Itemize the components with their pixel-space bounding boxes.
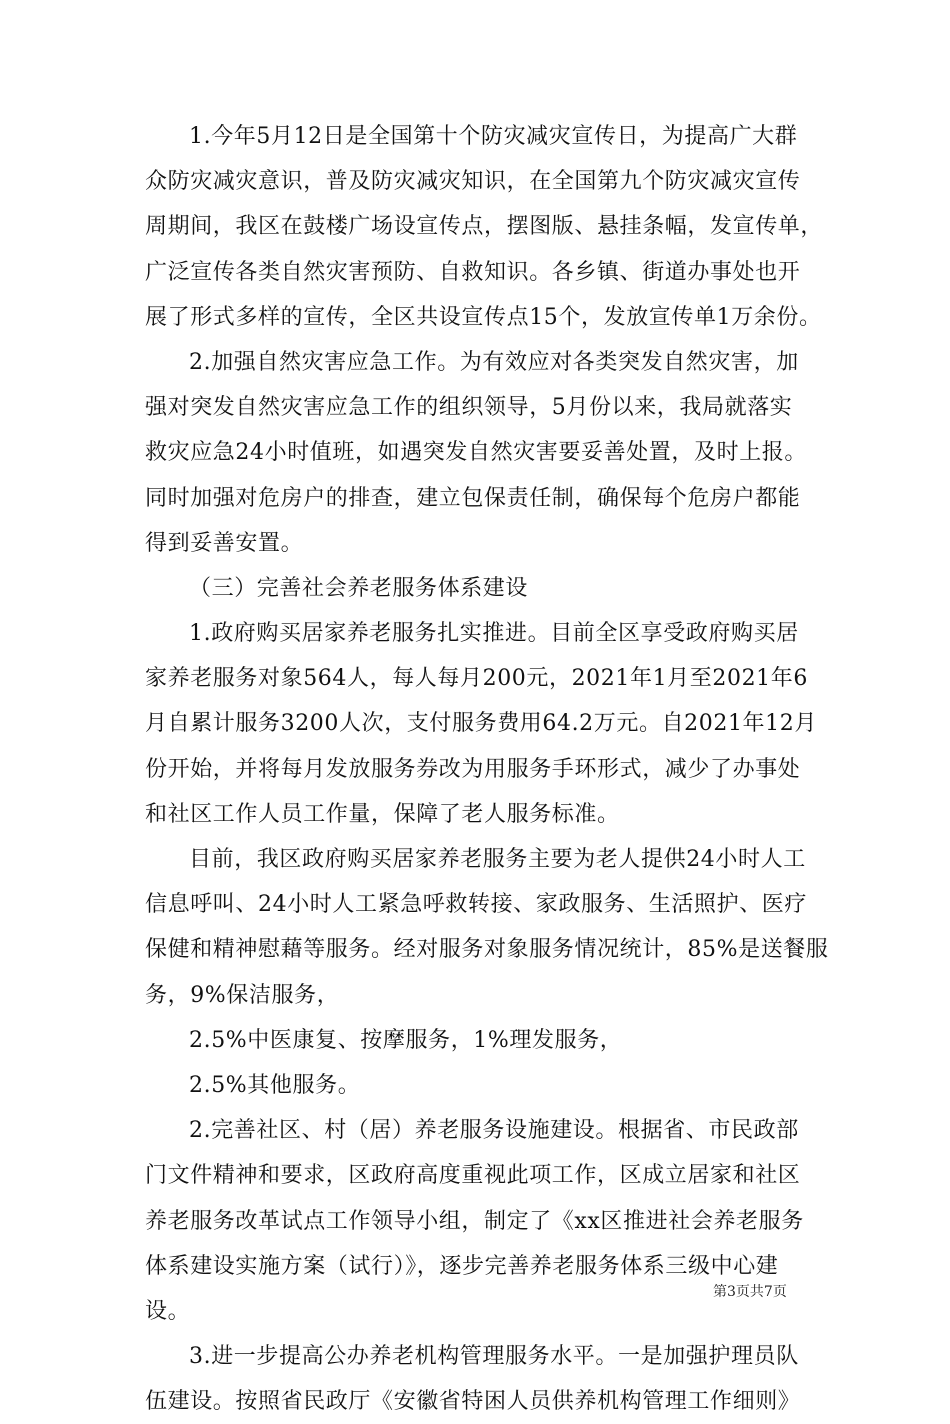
paragraph-line: 目前，我区政府购买居家养老服务主要为老人提供24小时人工 — [189, 847, 806, 872]
paragraph-line: 保健和精神慰藉等服务。经对服务对象服务情况统计，85%是送餐服 — [145, 937, 829, 963]
paragraph-line: 设。 — [145, 1298, 191, 1324]
paragraph-line: 广泛宣传各类自然灾害预防、自救知识。各乡镇、街道办事处也开 — [145, 259, 801, 285]
paragraph-line: 1.政府购买居家养老服务扎实推进。目前全区享受政府购买居 — [189, 621, 799, 647]
paragraph-line: 月自累计服务3200人次，支付服务费用64.2万元。自2021年12月 — [145, 711, 817, 737]
paragraph-line: 众防灾减灾意识，普及防灾减灾知识，在全国第九个防灾减灾宣传 — [145, 169, 801, 195]
paragraph-line: 信息呼叫、24小时人工紧急呼救转接、家政服务、生活照护、医疗 — [145, 892, 807, 918]
paragraph-line: 展了形式多样的宣传，全区共设宣传点15个，发放宣传单1万余份。 — [145, 304, 822, 330]
paragraph-line: 2.5%其他服务。 — [189, 1072, 361, 1098]
paragraph-line: 2.加强自然灾害应急工作。为有效应对各类突发自然灾害，加 — [189, 349, 799, 375]
paragraph-line: 得到妥善安置。 — [145, 530, 304, 556]
paragraph-line: 务，9%保洁服务， — [145, 982, 340, 1008]
paragraph-line: 家养老服务对象564人，每人每月200元，2021年1月至2021年6 — [145, 666, 808, 692]
paragraph-line: 周期间，我区在鼓楼广场设宣传点，摆图版、悬挂条幅，发宣传单， — [145, 214, 824, 240]
paragraph-line: 2.完善社区、村（居）养老服务设施建设。根据省、市民政部 — [189, 1118, 799, 1144]
paragraph-line: 强对突发自然灾害应急工作的组织领导，5月份以来，我局就落实 — [145, 395, 793, 421]
paragraph-line: 和社区工作人员工作量，保障了老人服务标准。 — [145, 801, 620, 827]
paragraph-line: 体系建设实施方案（试行）》，逐步完善养老服务体系三级中心建 — [145, 1253, 779, 1279]
paragraph-line: 养老服务改革试点工作领导小组，制定了《xx区推进社会养老服务 — [145, 1208, 804, 1234]
paragraph-line: 救灾应急24小时值班，如遇突发自然灾害要妥善处置，及时上报。 — [145, 440, 807, 466]
section-heading: （三）完善社会养老服务体系建设 — [189, 575, 529, 601]
paragraph-line: 3.进一步提高公办养老机构管理服务水平。一是加强护理员队 — [189, 1344, 799, 1370]
document-body — [145, 114, 829, 1424]
paragraph-line: 2.5%中医康复、按摩服务，1%理发服务， — [189, 1027, 623, 1053]
paragraph-line: 伍建设。按照省民政厅《安徽省特困人员供养机构管理工作细则》 — [145, 1389, 801, 1415]
paragraph-line: 份开始，并将每月发放服务券改为用服务手环形式，减少了办事处 — [145, 756, 801, 782]
paragraph-line: 同时加强对危房户的排查，建立包保责任制，确保每个危房户都能 — [145, 485, 801, 511]
paragraph-line: 1.今年5月12日是全国第十个防灾减灾宣传日，为提高广大群 — [189, 124, 798, 149]
paragraph-line: 门文件精神和要求，区政府高度重视此项工作，区成立居家和社区 — [145, 1163, 801, 1189]
page-number: 第3页共7页 — [713, 1284, 787, 1300]
